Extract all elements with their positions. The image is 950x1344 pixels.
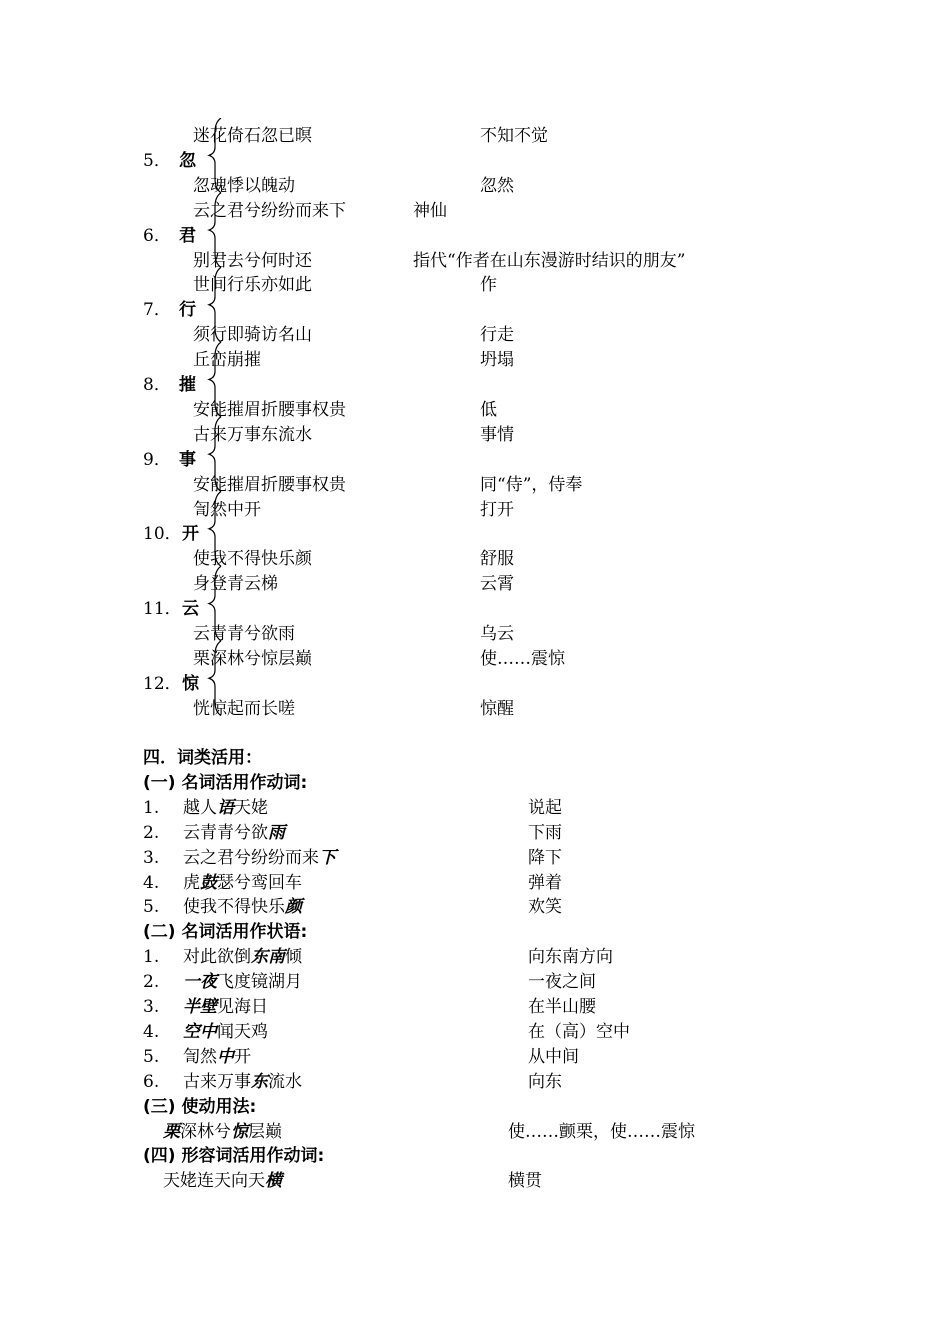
section-title: 四．词类活用： <box>143 748 262 768</box>
sentence-fragment: 深林兮 <box>180 1121 231 1142</box>
word-heading-row <box>0 522 950 547</box>
highlighted-word: 惊 <box>231 1121 248 1142</box>
highlighted-word: 雨 <box>268 822 285 843</box>
item-number: 9． <box>143 449 171 470</box>
sentence-fragment: 天姥连天向天 <box>163 1171 265 1192</box>
meaning-text: 乌云 <box>480 624 514 644</box>
item-number: 1. <box>143 797 160 818</box>
usage-row <box>0 895 950 920</box>
meaning-text: 从中间 <box>528 1046 579 1067</box>
example-sentence: 迷花倚石忽已暝 <box>193 126 312 146</box>
item-number: 4. <box>143 1021 160 1042</box>
highlighted-word: 一夜 <box>183 972 217 993</box>
usage-row <box>0 1020 950 1045</box>
usage-row <box>0 622 950 647</box>
sentence-fragment: 古来万事 <box>183 1071 251 1092</box>
meaning-text: 在（高）空中 <box>528 1021 630 1042</box>
highlighted-word: 中 <box>217 1046 234 1067</box>
item-number: 11． <box>143 599 182 620</box>
target-character: 惊 <box>182 673 199 694</box>
target-character: 行 <box>179 300 196 321</box>
example-sentence <box>163 1169 282 1194</box>
highlighted-word: 颜 <box>285 897 302 918</box>
usage-row <box>0 846 950 871</box>
usage-row <box>0 174 950 199</box>
usage-row <box>0 1169 950 1194</box>
usage-row <box>0 871 950 896</box>
example-sentence: 安能摧眉折腰事权贵 <box>193 474 346 495</box>
target-character: 君 <box>179 225 196 246</box>
usage-row <box>0 647 950 672</box>
meaning-text: 横贯 <box>508 1171 542 1192</box>
example-sentence <box>163 1120 282 1145</box>
group-heading: (四) 形容词活用作动词: <box>143 1146 325 1167</box>
example-sentence: 恍惊起而长嗟 <box>193 698 295 719</box>
meaning-text: 事情 <box>480 424 514 445</box>
target-character: 事 <box>179 449 196 470</box>
sentence-fragment: 訇然 <box>183 1046 217 1067</box>
usage-row <box>0 1045 950 1070</box>
highlighted-word: 东南 <box>251 947 285 968</box>
meaning-text: 行走 <box>480 325 514 346</box>
item-number: 5. <box>143 1046 160 1067</box>
meaning-text: 云霄 <box>480 574 514 595</box>
highlighted-word: 横 <box>265 1171 282 1192</box>
item-number: 1. <box>143 947 160 968</box>
meaning-text: 说起 <box>528 797 562 818</box>
example-sentence: 忽魂悸以魄动 <box>193 175 295 196</box>
sentence-fragment: 云之君兮纷纷而来 <box>183 847 319 868</box>
usage-row <box>0 423 950 448</box>
example-sentence: 云之君兮纷纷而来下 <box>193 200 346 221</box>
meaning-text: 向东南方向 <box>528 947 613 968</box>
usage-row <box>0 323 950 348</box>
sentence-fragment: 倾 <box>285 947 302 968</box>
item-number: 8． <box>143 375 171 395</box>
example-sentence: 云青青兮欲雨 <box>193 624 295 644</box>
meaning-text: 在半山腰 <box>528 997 596 1017</box>
meaning-text: 舒服 <box>480 549 514 570</box>
meaning-text: 作 <box>480 275 497 296</box>
usage-row <box>0 1120 950 1145</box>
example-sentence <box>183 821 285 846</box>
word-heading-row <box>0 224 950 249</box>
example-sentence <box>183 846 336 871</box>
meaning-text: 欢笑 <box>528 897 562 918</box>
word-heading-row <box>0 149 950 174</box>
example-sentence: 使我不得快乐颜 <box>193 549 312 570</box>
meaning-text: 同“侍”，侍奉 <box>480 474 583 495</box>
item-number: 2. <box>143 972 160 993</box>
meaning-text: 使……颤栗，使……震惊 <box>508 1121 695 1142</box>
meaning-text: 打开 <box>480 499 514 520</box>
usage-row <box>0 199 950 224</box>
group-heading: (二) 名词活用作状语: <box>143 922 308 943</box>
usage-row <box>0 273 950 298</box>
example-sentence <box>183 895 302 920</box>
meaning-text: 低 <box>480 399 497 420</box>
highlighted-word: 鼓 <box>200 872 217 893</box>
meaning-text: 一夜之间 <box>528 972 596 993</box>
item-number: 4. <box>143 872 160 893</box>
highlighted-word: 语 <box>217 797 234 818</box>
example-sentence: 訇然中开 <box>193 499 261 520</box>
target-character: 摧 <box>179 375 196 395</box>
usage-row <box>0 473 950 498</box>
highlighted-word: 下 <box>319 847 336 868</box>
sentence-fragment: 虎 <box>183 872 200 893</box>
example-sentence: 丘峦崩摧 <box>193 350 261 371</box>
item-number: 12． <box>143 673 182 694</box>
example-sentence: 别君去兮何时还 <box>193 250 312 271</box>
usage-row <box>0 995 950 1020</box>
word-heading-row <box>0 672 950 697</box>
sentence-fragment: 流水 <box>268 1071 302 1092</box>
example-sentence <box>183 1045 251 1070</box>
group-heading: (三) 使动用法: <box>143 1096 257 1117</box>
highlighted-word: 东 <box>251 1071 268 1092</box>
sentence-fragment: 对此欲倒 <box>183 947 251 968</box>
sentence-fragment: 天姥 <box>234 797 268 818</box>
example-sentence: 须行即骑访名山 <box>193 325 312 346</box>
usage-row <box>0 697 950 722</box>
usage-row <box>0 249 950 274</box>
meaning-text: 坍塌 <box>480 350 514 371</box>
group-heading: (一) 名词活用作动词: <box>143 772 308 793</box>
usage-row <box>0 498 950 523</box>
sentence-fragment: 闻天鸡 <box>217 1021 268 1042</box>
item-number: 10． <box>143 524 182 545</box>
example-sentence <box>183 1020 268 1045</box>
example-sentence: 安能摧眉折腰事权贵 <box>193 399 346 420</box>
example-sentence <box>183 945 302 970</box>
usage-row <box>0 348 950 373</box>
usage-row <box>0 1070 950 1095</box>
meaning-text: 向东 <box>528 1071 562 1092</box>
word-heading-row <box>0 298 950 323</box>
highlighted-word: 空中 <box>183 1021 217 1042</box>
sentence-fragment: 越人 <box>183 797 217 818</box>
usage-row <box>0 572 950 597</box>
sentence-fragment: 云青青兮欲 <box>183 822 268 843</box>
target-character: 开 <box>182 524 199 545</box>
example-sentence <box>183 871 302 896</box>
highlighted-word: 半壁 <box>183 997 217 1017</box>
example-sentence: 古来万事东流水 <box>193 424 312 445</box>
sentence-fragment: 瑟兮鸾回车 <box>217 872 302 893</box>
usage-row <box>0 796 950 821</box>
meaning-text: 下雨 <box>528 822 562 843</box>
example-sentence: 栗深林兮惊层巅 <box>193 648 312 669</box>
meaning-text: 使……震惊 <box>480 648 565 669</box>
meaning-text: 忽然 <box>480 175 514 196</box>
sentence-fragment: 使我不得快乐 <box>183 897 285 918</box>
usage-row <box>0 124 950 149</box>
word-heading-row <box>0 373 950 398</box>
word-heading-row <box>0 448 950 473</box>
example-sentence <box>183 970 302 995</box>
usage-row <box>0 970 950 995</box>
target-character: 云 <box>182 599 199 620</box>
item-number: 7． <box>143 300 171 321</box>
example-sentence <box>183 995 268 1020</box>
meaning-text: 不知不觉 <box>480 126 548 146</box>
meaning-text: 指代“作者在山东漫游时结识的朋友” <box>413 250 686 271</box>
sentence-fragment: 开 <box>234 1046 251 1067</box>
usage-row <box>0 547 950 572</box>
example-sentence: 身登青云梯 <box>193 574 278 595</box>
usage-row <box>0 821 950 846</box>
item-number: 2. <box>143 822 160 843</box>
meaning-text: 降下 <box>528 847 562 868</box>
target-character: 忽 <box>179 150 196 171</box>
word-heading-row <box>0 597 950 622</box>
example-sentence <box>183 796 268 821</box>
usage-row <box>0 945 950 970</box>
sentence-fragment: 层巅 <box>248 1121 282 1142</box>
example-sentence <box>183 1070 302 1095</box>
item-number: 6. <box>143 1071 160 1092</box>
item-number: 3. <box>143 847 160 868</box>
item-number: 6． <box>143 225 171 246</box>
meaning-text: 惊醒 <box>480 698 514 719</box>
item-number: 3. <box>143 997 160 1017</box>
sentence-fragment: 飞度镜湖月 <box>217 972 302 993</box>
item-number: 5. <box>143 897 160 918</box>
sentence-fragment: 见海日 <box>217 997 268 1017</box>
meaning-text: 神仙 <box>413 200 447 221</box>
usage-row <box>0 398 950 423</box>
highlighted-word: 栗 <box>163 1121 180 1142</box>
example-sentence: 世间行乐亦如此 <box>193 275 312 296</box>
meaning-text: 弹着 <box>528 872 562 893</box>
item-number: 5． <box>143 150 171 171</box>
